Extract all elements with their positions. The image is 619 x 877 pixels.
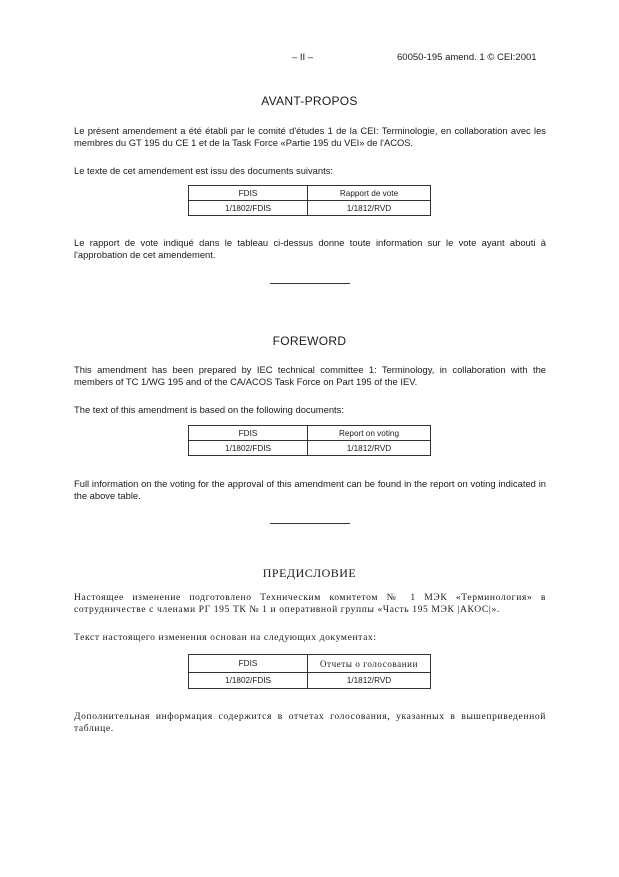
document-reference: 60050-195 amend. 1 © CEI:2001	[397, 52, 537, 63]
russian-intro: Настоящее изменение подготовлено Техническим комитетом № 1 МЭК «Терминология» в сотрудничестве с членами РГ 195 ТК № 1 и оперативной группы «Часть 195 МЭК |АКОС|».	[74, 592, 546, 615]
english-documents-table	[188, 425, 431, 456]
table-cell: 1/1812/RVD	[308, 441, 431, 456]
table-cell: 1/1812/RVD	[308, 201, 431, 216]
russian-vote-text: Дополнительная информация содержится в отчетах голосования, указанных в вышеприведенной таблице.	[74, 711, 546, 734]
table-cell: 1/1802/FDIS	[189, 441, 308, 456]
page-number: – II –	[292, 52, 314, 63]
table-header-cell: FDIS	[189, 186, 308, 201]
english-vote-text: Full information on the voting for the approval of this amendment can be found in the report on voting indicated in the above table.	[74, 478, 546, 501]
table-header-row	[189, 426, 431, 441]
section-divider	[270, 283, 350, 284]
french-docs-text: Le texte de cet amendement est issu des documents suivants:	[74, 165, 333, 176]
russian-docs-text: Текст настоящего изменения основан на следующих документах:	[74, 632, 377, 643]
french-intro: Le présent amendement a été établi par le comité d'études 1 de la CEI: Terminologie, en collaboration avec les membres du GT 195 du CE 1 et de la Task Force «Partie 195 du VEI» de l'ACOS.	[74, 125, 546, 148]
table-row	[189, 673, 431, 689]
table-header-row	[189, 655, 431, 673]
section-divider	[270, 523, 350, 524]
table-cell: 1/1802/FDIS	[189, 673, 308, 689]
english-intro: This amendment has been prepared by IEC technical committee 1: Terminology, in collaboration with the members of TC 1/WG 195 and of the CA/ACOS Task Force on Part 195 of the IEV.	[74, 364, 546, 387]
table-header-cell: FDIS	[189, 655, 308, 673]
table-header-cell: Отчеты о голосовании	[308, 655, 431, 673]
french-vote-text: Le rapport de vote indiqué dans le tableau ci-dessus donne toute information sur le vote ayant abouti à l'approbation de cet amendement.	[74, 237, 546, 260]
table-header-cell: FDIS	[189, 426, 308, 441]
table-cell: 1/1812/RVD	[308, 673, 431, 689]
table-row	[189, 441, 431, 456]
table-row	[189, 201, 431, 216]
russian-title: ПРЕДИСЛОВИЕ	[262, 566, 357, 580]
table-cell: 1/1802/FDIS	[189, 201, 308, 216]
russian-documents-table	[188, 654, 431, 689]
english-title: FOREWORD	[272, 334, 347, 348]
french-title: AVANT-PROPOS	[261, 94, 358, 108]
table-header-row	[189, 186, 431, 201]
french-documents-table	[188, 185, 431, 216]
table-header-cell: Report on voting	[308, 426, 431, 441]
table-header-cell: Rapport de vote	[308, 186, 431, 201]
english-docs-text: The text of this amendment is based on the following documents:	[74, 404, 344, 415]
